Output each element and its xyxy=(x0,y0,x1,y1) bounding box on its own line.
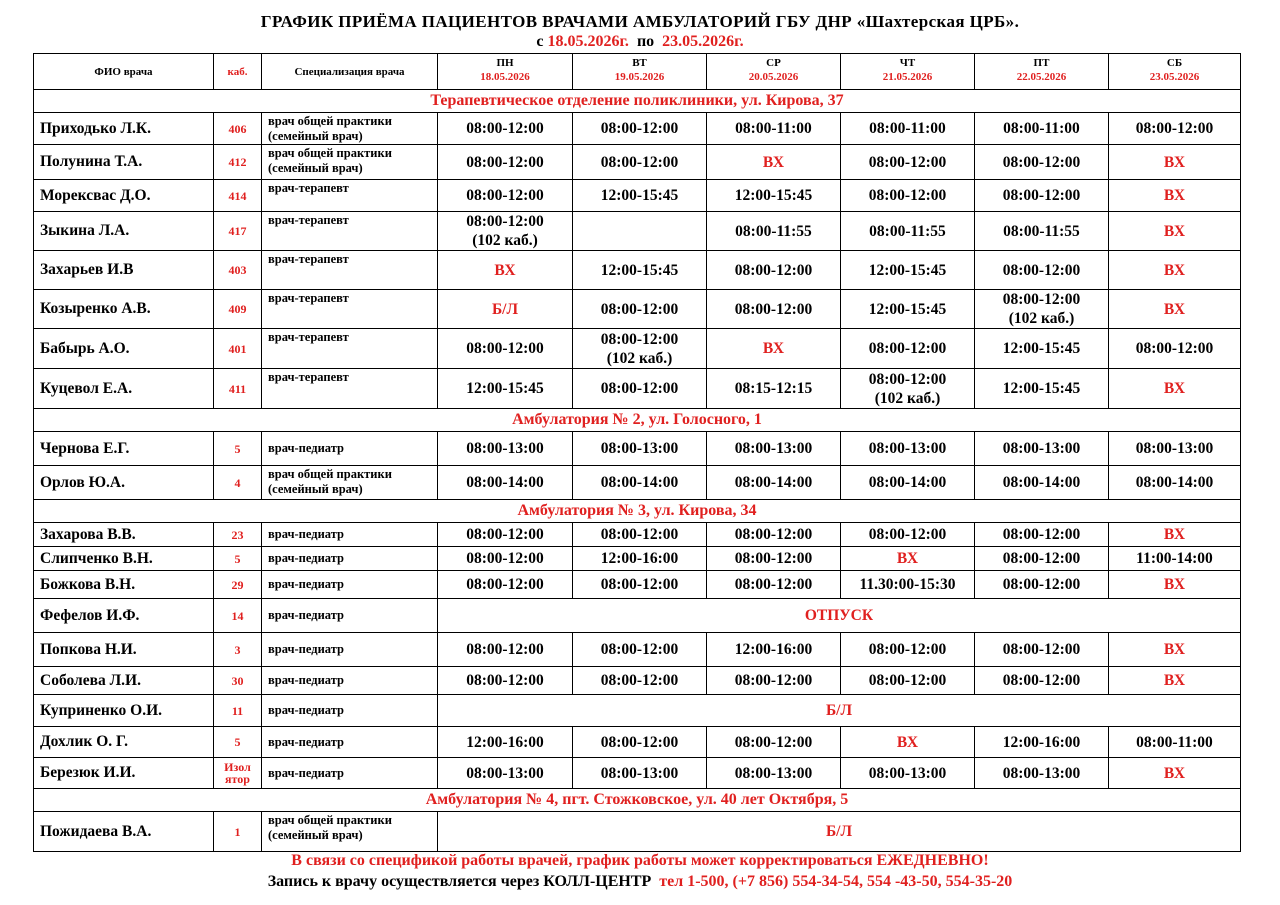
schedule-cell: 12:00-15:45 xyxy=(975,369,1109,409)
schedule-cell: 08:00-13:00 xyxy=(707,758,841,789)
doctor-name: Фефелов И.Ф. xyxy=(34,599,214,633)
schedule-cell: 08:00-12:00 xyxy=(707,290,841,329)
day-date: 21.05.2026 xyxy=(882,71,933,83)
day-date: 22.05.2026 xyxy=(1016,71,1067,83)
doctor-specialty: врач-педиатр xyxy=(262,695,438,727)
table-row xyxy=(34,369,1241,409)
cabinet-number: 412 xyxy=(214,145,262,180)
schedule-change-notice: В связи со спецификой работы врачей, график работы может корректироваться ЕЖЕДНЕВНО! xyxy=(291,852,989,869)
section-row xyxy=(34,90,1241,113)
period-start-date: 18.05.2026г. xyxy=(547,33,629,50)
header-day-tue xyxy=(573,54,707,90)
table-row xyxy=(34,633,1241,667)
schedule-cell: 08:00-12:00 xyxy=(975,523,1109,547)
doctor-name: Божкова В.Н. xyxy=(34,571,214,599)
doctor-specialty: врач-педиатр xyxy=(262,599,438,633)
cabinet-number: 29 xyxy=(214,571,262,599)
schedule-cell: 08:00-13:00 xyxy=(438,432,573,466)
schedule-cell: 08:00-12:00 xyxy=(438,145,573,180)
schedule-cell: 08:00-13:00 xyxy=(707,432,841,466)
header-day-thu xyxy=(841,54,975,90)
schedule-cell: 08:00-14:00 xyxy=(975,466,1109,500)
schedule-cell: 08:00-12:00 xyxy=(841,145,975,180)
doctor-specialty: врач-педиатр xyxy=(262,727,438,758)
cabinet-number: 23 xyxy=(214,523,262,547)
table-row xyxy=(34,523,1241,547)
page-title: ГРАФИК ПРИЁМА ПАЦИЕНТОВ ВРАЧАМИ АМБУЛАТОРИЙ ГБУ ДНР «Шахтерская ЦРБ». xyxy=(260,12,1020,31)
cabinet-number: 417 xyxy=(214,212,262,251)
doctor-specialty: врач-терапевт xyxy=(262,369,438,409)
table-row xyxy=(34,727,1241,758)
day-off-cell: ВХ xyxy=(1109,145,1241,180)
day-date: 18.05.2026 xyxy=(480,71,530,83)
day-name: СБ xyxy=(1166,57,1183,69)
table-row xyxy=(34,329,1241,369)
day-name: ЧТ xyxy=(899,57,916,69)
day-off-cell: ВХ xyxy=(841,547,975,571)
schedule-cell: 08:00-12:00 xyxy=(573,571,707,599)
table-row xyxy=(34,466,1241,500)
doctor-name: Козыренко А.В. xyxy=(34,290,214,329)
doctor-name: Дохлик О. Г. xyxy=(34,727,214,758)
schedule-cell: 12:00-16:00 xyxy=(707,633,841,667)
schedule-cell: 08:00-13:00 xyxy=(841,432,975,466)
schedule-cell: 08:00-12:00 xyxy=(975,145,1109,180)
cabinet-number: 14 xyxy=(214,599,262,633)
header-cabinet: каб. xyxy=(214,54,262,90)
doctor-name: Пожидаева В.А. xyxy=(34,812,214,852)
table-row xyxy=(34,290,1241,329)
schedule-cell: 08:00-12:00 xyxy=(841,180,975,212)
schedule-cell: 08:00-12:00 xyxy=(1109,113,1241,145)
doctor-specialty: врач-терапевт xyxy=(262,329,438,369)
table-row xyxy=(34,667,1241,695)
schedule-cell: 08:00-12:00 xyxy=(573,145,707,180)
schedule-cell: 08:00-12:00 xyxy=(707,571,841,599)
schedule-cell: 08:00-12:00 xyxy=(438,329,573,369)
schedule-cell: 08:00-12:00 xyxy=(438,667,573,695)
day-off-cell: ВХ xyxy=(707,145,841,180)
schedule-cell: 08:00-13:00 xyxy=(841,758,975,789)
day-off-cell: ВХ xyxy=(1109,369,1241,409)
schedule-cell: 08:00-12:00 xyxy=(707,547,841,571)
section-row xyxy=(34,789,1241,812)
cabinet-number: 5 xyxy=(214,727,262,758)
schedule-cell: 08:00-14:00 xyxy=(841,466,975,500)
header-day-wed xyxy=(707,54,841,90)
doctor-name: Зыкина Л.А. xyxy=(34,212,214,251)
cabinet-number: 5 xyxy=(214,432,262,466)
schedule-cell: 08:00-12:00 xyxy=(841,329,975,369)
table-row xyxy=(34,695,1241,727)
day-off-cell: Б/Л xyxy=(438,290,573,329)
schedule-cell: 12:00-15:45 xyxy=(707,180,841,212)
day-date: 20.05.2026 xyxy=(748,71,799,83)
section-title: Амбулатория № 2, ул. Голосного, 1 xyxy=(34,409,1241,432)
table-row xyxy=(34,758,1241,789)
schedule-cell: 08:00-13:00 xyxy=(438,758,573,789)
doctor-specialty: врач-педиатр xyxy=(262,523,438,547)
section-title: Терапевтическое отделение поликлиники, ул. Кирова, 37 xyxy=(34,90,1241,113)
period-separator: по xyxy=(628,33,663,50)
schedule-table xyxy=(33,53,1241,852)
schedule-cell: 08:00-12:00 xyxy=(438,633,573,667)
doctor-name: Слипченко В.Н. xyxy=(34,547,214,571)
doctor-name: Орлов Ю.А. xyxy=(34,466,214,500)
doctor-name: Морексвас Д.О. xyxy=(34,180,214,212)
schedule-cell: 08:00-12:00 xyxy=(573,290,707,329)
schedule-cell: 08:00-12:00 xyxy=(573,369,707,409)
schedule-cell: 08:00-13:00 xyxy=(975,432,1109,466)
schedule-cell: 08:00-12:00 xyxy=(573,633,707,667)
schedule-cell: 08:00-12:00 (102 каб.) xyxy=(573,329,707,369)
schedule-cell: 12:00-15:45 xyxy=(841,251,975,290)
schedule-cell: 08:00-12:00 xyxy=(975,667,1109,695)
callcenter-line xyxy=(0,873,1280,891)
day-off-cell: ВХ xyxy=(1109,251,1241,290)
doctor-specialty: врач-терапевт xyxy=(262,251,438,290)
day-off-cell: ВХ xyxy=(438,251,573,290)
schedule-period xyxy=(0,33,1280,51)
cabinet-number: 401 xyxy=(214,329,262,369)
callcenter-phones: тел 1-500, (+7 856) 554-34-54, 554 -43-50, 554-35-20 xyxy=(659,873,1013,890)
cabinet-number: 414 xyxy=(214,180,262,212)
day-off-cell: ВХ xyxy=(1109,571,1241,599)
schedule-cell xyxy=(573,212,707,251)
schedule-cell: 08:00-12:00 xyxy=(975,571,1109,599)
day-name: ПН xyxy=(496,57,514,69)
schedule-cell: 08:00-14:00 xyxy=(573,466,707,500)
doctor-name: Приходько Л.К. xyxy=(34,113,214,145)
doctor-specialty: врач-терапевт xyxy=(262,290,438,329)
schedule-cell: 08:00-11:00 xyxy=(707,113,841,145)
schedule-cell: 08:00-13:00 xyxy=(1109,432,1241,466)
period-prefix: с xyxy=(536,33,548,50)
schedule-cell: 08:15-12:15 xyxy=(707,369,841,409)
schedule-cell: 12:00-16:00 xyxy=(438,727,573,758)
day-off-cell: ВХ xyxy=(1109,523,1241,547)
schedule-cell: 08:00-12:00 xyxy=(438,523,573,547)
schedule-cell: 08:00-14:00 xyxy=(1109,466,1241,500)
callcenter-text: Запись к врачу осуществляется через КОЛЛ-ЦЕНТР xyxy=(267,873,660,890)
doctor-specialty: врач-педиатр xyxy=(262,547,438,571)
day-off-cell: ВХ xyxy=(1109,180,1241,212)
day-name: ВТ xyxy=(632,57,647,69)
section-row xyxy=(34,500,1241,523)
table-row xyxy=(34,571,1241,599)
schedule-cell: 08:00-12:00 (102 каб.) xyxy=(841,369,975,409)
schedule-cell: 12:00-16:00 xyxy=(573,547,707,571)
schedule-cell: 08:00-12:00 xyxy=(438,180,573,212)
doctor-name: Куприненко О.И. xyxy=(34,695,214,727)
header-day-sat xyxy=(1109,54,1241,90)
absence-status: Б/Л xyxy=(438,812,1241,852)
schedule-cell: 08:00-12:00 xyxy=(438,571,573,599)
doctor-name: Захарова В.В. xyxy=(34,523,214,547)
schedule-cell: 08:00-12:00 xyxy=(573,523,707,547)
cabinet-number: 411 xyxy=(214,369,262,409)
doctor-name: Березюк И.И. xyxy=(34,758,214,789)
doctor-name: Бабырь А.О. xyxy=(34,329,214,369)
doctor-specialty: врач-терапевт xyxy=(262,212,438,251)
schedule-cell: 08:00-13:00 xyxy=(573,432,707,466)
schedule-cell: 08:00-13:00 xyxy=(975,758,1109,789)
doctor-specialty: врач общей практики (семейный врач) xyxy=(262,812,438,852)
table-row xyxy=(34,212,1241,251)
period-end-date: 23.05.2026г. xyxy=(662,33,744,50)
cabinet-number: 409 xyxy=(214,290,262,329)
table-row xyxy=(34,599,1241,633)
day-date: 23.05.2026 xyxy=(1149,71,1200,83)
doctor-name: Полунина Т.А. xyxy=(34,145,214,180)
schedule-cell: 08:00-12:00 xyxy=(1109,329,1241,369)
day-off-cell: ВХ xyxy=(1109,212,1241,251)
schedule-cell: 08:00-12:00 xyxy=(573,667,707,695)
day-off-cell: ВХ xyxy=(1109,633,1241,667)
doctor-specialty: врач-педиатр xyxy=(262,633,438,667)
schedule-cell: 08:00-12:00 (102 каб.) xyxy=(975,290,1109,329)
day-off-cell: ВХ xyxy=(1109,290,1241,329)
doctor-specialty: врач-педиатр xyxy=(262,432,438,466)
doctor-specialty: врач-педиатр xyxy=(262,667,438,695)
header-day-mon xyxy=(438,54,573,90)
cabinet-number: Изол ятор xyxy=(214,758,262,789)
table-row xyxy=(34,251,1241,290)
schedule-cell: 08:00-11:55 xyxy=(707,212,841,251)
table-header-row xyxy=(34,54,1241,90)
schedule-cell: 08:00-12:00 xyxy=(841,633,975,667)
schedule-cell: 12:00-15:45 xyxy=(975,329,1109,369)
cabinet-number: 5 xyxy=(214,547,262,571)
schedule-cell: 08:00-12:00 xyxy=(975,251,1109,290)
doctor-name: Куцевол Е.А. xyxy=(34,369,214,409)
doctor-specialty: врач-терапевт xyxy=(262,180,438,212)
schedule-cell: 08:00-11:00 xyxy=(1109,727,1241,758)
header-day-fri xyxy=(975,54,1109,90)
doctor-name: Захарьев И.В xyxy=(34,251,214,290)
section-title: Амбулатория № 3, ул. Кирова, 34 xyxy=(34,500,1241,523)
cabinet-number: 403 xyxy=(214,251,262,290)
schedule-cell: 08:00-12:00 xyxy=(707,727,841,758)
day-name: ПТ xyxy=(1033,57,1050,69)
schedule-cell: 12:00-15:45 xyxy=(573,180,707,212)
schedule-cell: 08:00-11:00 xyxy=(841,113,975,145)
section-title: Амбулатория № 4, пгт. Стожковское, ул. 40 лет Октября, 5 xyxy=(34,789,1241,812)
schedule-cell: 11.30:00-15:30 xyxy=(841,571,975,599)
doctor-specialty: врач общей практики (семейный врач) xyxy=(262,113,438,145)
table-row xyxy=(34,812,1241,852)
doctor-name: Чернова Е.Г. xyxy=(34,432,214,466)
table-row xyxy=(34,432,1241,466)
schedule-cell: 08:00-12:00 xyxy=(707,251,841,290)
section-row xyxy=(34,409,1241,432)
day-off-cell: ВХ xyxy=(841,727,975,758)
header-specialty: Специализация врача xyxy=(262,54,438,90)
schedule-cell: 11:00-14:00 xyxy=(1109,547,1241,571)
schedule-cell: 08:00-14:00 xyxy=(707,466,841,500)
schedule-cell: 12:00-15:45 xyxy=(841,290,975,329)
schedule-cell: 08:00-12:00 xyxy=(573,727,707,758)
schedule-cell: 12:00-15:45 xyxy=(438,369,573,409)
day-off-cell: ВХ xyxy=(1109,758,1241,789)
cabinet-number: 11 xyxy=(214,695,262,727)
cabinet-number: 1 xyxy=(214,812,262,852)
absence-status: ОТПУСК xyxy=(438,599,1241,633)
schedule-cell: 08:00-12:00 xyxy=(975,547,1109,571)
day-off-cell: ВХ xyxy=(1109,667,1241,695)
cabinet-number: 406 xyxy=(214,113,262,145)
schedule-cell: 08:00-12:00 xyxy=(707,523,841,547)
doctor-specialty: врач общей практики (семейный врач) xyxy=(262,145,438,180)
day-off-cell: ВХ xyxy=(707,329,841,369)
schedule-cell: 12:00-15:45 xyxy=(573,251,707,290)
cabinet-number: 3 xyxy=(214,633,262,667)
schedule-cell: 08:00-14:00 xyxy=(438,466,573,500)
doctor-specialty: врач общей практики (семейный врач) xyxy=(262,466,438,500)
doctor-name: Попкова Н.И. xyxy=(34,633,214,667)
day-date: 19.05.2026 xyxy=(614,71,665,83)
schedule-cell: 08:00-12:00 xyxy=(438,547,573,571)
schedule-cell: 08:00-12:00 xyxy=(841,667,975,695)
table-row xyxy=(34,145,1241,180)
schedule-cell: 08:00-13:00 xyxy=(573,758,707,789)
header-doctor: ФИО врача xyxy=(34,54,214,90)
schedule-cell: 08:00-12:00 xyxy=(975,180,1109,212)
table-row xyxy=(34,180,1241,212)
schedule-cell: 08:00-12:00 xyxy=(841,523,975,547)
table-row xyxy=(34,547,1241,571)
schedule-cell: 08:00-11:55 xyxy=(841,212,975,251)
schedule-cell: 08:00-12:00 (102 каб.) xyxy=(438,212,573,251)
schedule-cell: 08:00-12:00 xyxy=(707,667,841,695)
day-name: СР xyxy=(766,57,781,69)
schedule-cell: 08:00-11:55 xyxy=(975,212,1109,251)
schedule-cell: 08:00-12:00 xyxy=(975,633,1109,667)
schedule-cell: 08:00-12:00 xyxy=(438,113,573,145)
schedule-cell: 08:00-11:00 xyxy=(975,113,1109,145)
doctor-specialty: врач-педиатр xyxy=(262,571,438,599)
doctor-name: Соболева Л.И. xyxy=(34,667,214,695)
table-row xyxy=(34,113,1241,145)
schedule-cell: 12:00-16:00 xyxy=(975,727,1109,758)
schedule-cell: 08:00-12:00 xyxy=(573,113,707,145)
doctor-specialty: врач-педиатр xyxy=(262,758,438,789)
cabinet-number: 30 xyxy=(214,667,262,695)
cabinet-number: 4 xyxy=(214,466,262,500)
absence-status: Б/Л xyxy=(438,695,1241,727)
